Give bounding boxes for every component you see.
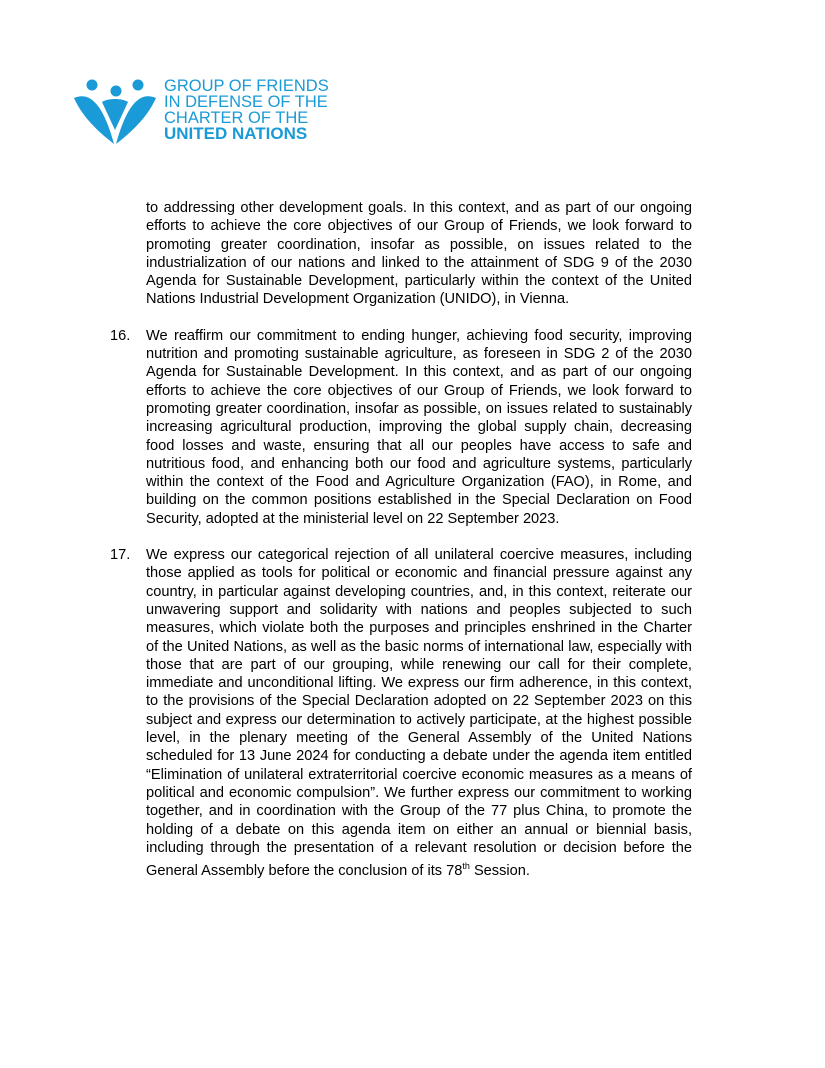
logo: [72, 78, 362, 148]
logo-line-2: IN DEFENSE OF THE: [164, 93, 328, 111]
logo-wordmark: [164, 78, 329, 142]
people-emblem-icon: [72, 78, 158, 146]
paragraph-number: 16.: [110, 327, 131, 344]
paragraph-text-main: We express our categorical rejection of all unilateral coercive measures, including those applied as tools for political or economic and financial pressure against any country, in particular against developing countries, and, in this context, reiterate our unwavering support and solidarity with nations and peoples subjected to such measures, which violate both the purposes and principles enshrined in the Charter of the United Nations, as well as the basic norms of international law, especially with those that are part of our grouping, while renewing our call for their complete, immediate and unconditional lifting. We express our firm adherence, in this context, to the provisions of the Special Declaration adopted on 22 September 2023 on this subject and express our determination to actively participate, at the highest possible level, in the plenary meeting of the General Assembly of the United Nations scheduled for 13 June 2024 for conducting a debate under the agenda item entitled “Elimination of unilateral extraterritorial coercive economic measures as a means of political and economic compulsion”. We further express our commitment to working together, and in coordination with the Group of the 77 plus China, to promote the holding of a debate on this agenda item on either an annual or biennial basis, including through the presentation of a relevant resolution or decision before the General Assembly before the conclusion of its 78: [146, 547, 692, 879]
paragraph-number: 17.: [110, 547, 131, 564]
paragraph-text: We reaffirm our commitment to ending hunger, achieving food security, improving nutrition and promoting sustainable agriculture, as foreseen in SDG 2 of the 2030 Agenda for Sustainable Development. In this context, and as part of our ongoing efforts to achieve the core objectives of our Group of Friends, we look forward to promoting greater coordination, insofar as possible, on issues related to sustainably increasing agricultural production, improving the global supply chain, decreasing food losses and waste, ensuring that all our peoples have access to safe and nutritious food, and enhancing both our food and agriculture systems, particularly within the context of the Food and Agriculture Organization (FAO), in Rome, and building on the common positions established in the Special Declaration on Food Security, adopted at the ministerial level on 22 September 2023.: [146, 327, 692, 527]
document-body: [110, 199, 692, 898]
ordinal-superscript: th: [462, 861, 470, 872]
paragraph-text: to addressing other development goals. In this context, and as part of our ongoing efforts to achieve the core objectives of our Group of Friends, we look forward to promoting greater coordination, insofar as possible, on issues related to the industrialization of our nations and linked to the attainment of SDG 9 of the 2030 Agenda for Sustainable Development, particularly within the context of the United Nations Industrial Development Organization (UNIDO), in Vienna.: [146, 200, 692, 308]
paragraph-continued: [110, 199, 692, 309]
paragraph-16: [110, 327, 692, 528]
logo-line-1: GROUP OF FRIENDS: [164, 77, 329, 95]
paragraph-text-tail: Session.: [469, 862, 530, 879]
logo-line-3: CHARTER OF THE: [164, 109, 309, 127]
paragraph-text: [146, 546, 692, 880]
paragraph-17: [110, 546, 692, 880]
logo-line-4: UNITED NATIONS: [164, 124, 308, 143]
